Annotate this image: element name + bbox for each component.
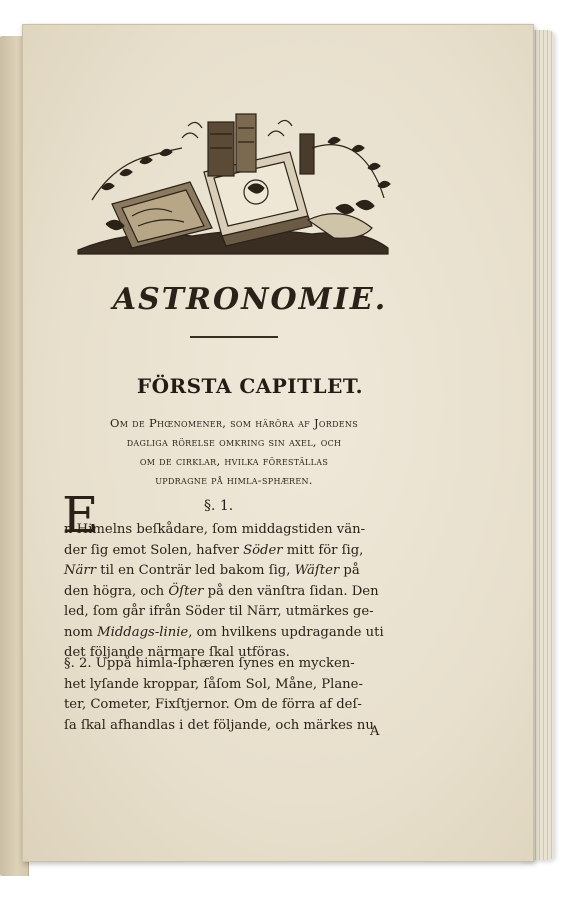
text-line: n Himelns beſkådare, ſom middagstiden vän- (64, 522, 366, 537)
text-line: den högra, och Öſter på den vänſtra ſidan. Den (64, 583, 379, 599)
italic-term: Närr (64, 563, 97, 578)
text-line: §. 2. Uppå himla-ſphæren ſynes en mycken- (64, 656, 355, 671)
text-line: het lyſande kroppar, ſåſom Sol, Måne, Plane- (64, 676, 363, 692)
catchword: A (370, 724, 380, 739)
paragraph-1 (64, 520, 404, 664)
page-title: ASTRONOMIE. (112, 282, 388, 317)
drop-cap: E (62, 486, 99, 544)
book-ornament-icon (72, 108, 392, 258)
text-line: det följande närmare ſkal utföras. (64, 645, 290, 660)
italic-term: Söder (243, 542, 283, 558)
text-line: ter, Cometer, Fixſtjernor. Om de förra af deſ- (64, 697, 362, 712)
chapter-subtitle (56, 414, 412, 490)
text-line: der ſig emot Solen, hafver Söder mitt för ſig, (64, 542, 364, 558)
subtitle-line: Om de Phœnomener, som häröra af Jordens (109, 416, 359, 430)
chapter-heading: FÖRSTA CAPITLET. (136, 374, 364, 398)
subtitle-line: updragne på himla-sphæren. (155, 473, 313, 487)
subtitle-line: om de cirklar, hvilka föreställas (139, 454, 329, 468)
text-line: nom Middags-linie, om hvilkens updragande uti (64, 624, 384, 640)
italic-term: Wäſter (294, 563, 340, 578)
text-line: Närr til en Conträr led bakom ſig, Wäſter på (64, 563, 360, 578)
title-rule (190, 336, 278, 338)
text-line: led, ſom går ifrån Söder til Närr, utmärkes ge- (64, 604, 374, 619)
italic-term: Öſter (168, 583, 204, 599)
italic-term: Middags-linie (97, 624, 189, 640)
section-1-label: §. 1. (204, 498, 234, 514)
paragraph-2 (64, 654, 404, 736)
subtitle-line: dagliga rörelse omkring sin axel, och (126, 435, 342, 449)
text-line: ſa ſkal afhandlas i det följande, och märkes nu (64, 717, 374, 733)
